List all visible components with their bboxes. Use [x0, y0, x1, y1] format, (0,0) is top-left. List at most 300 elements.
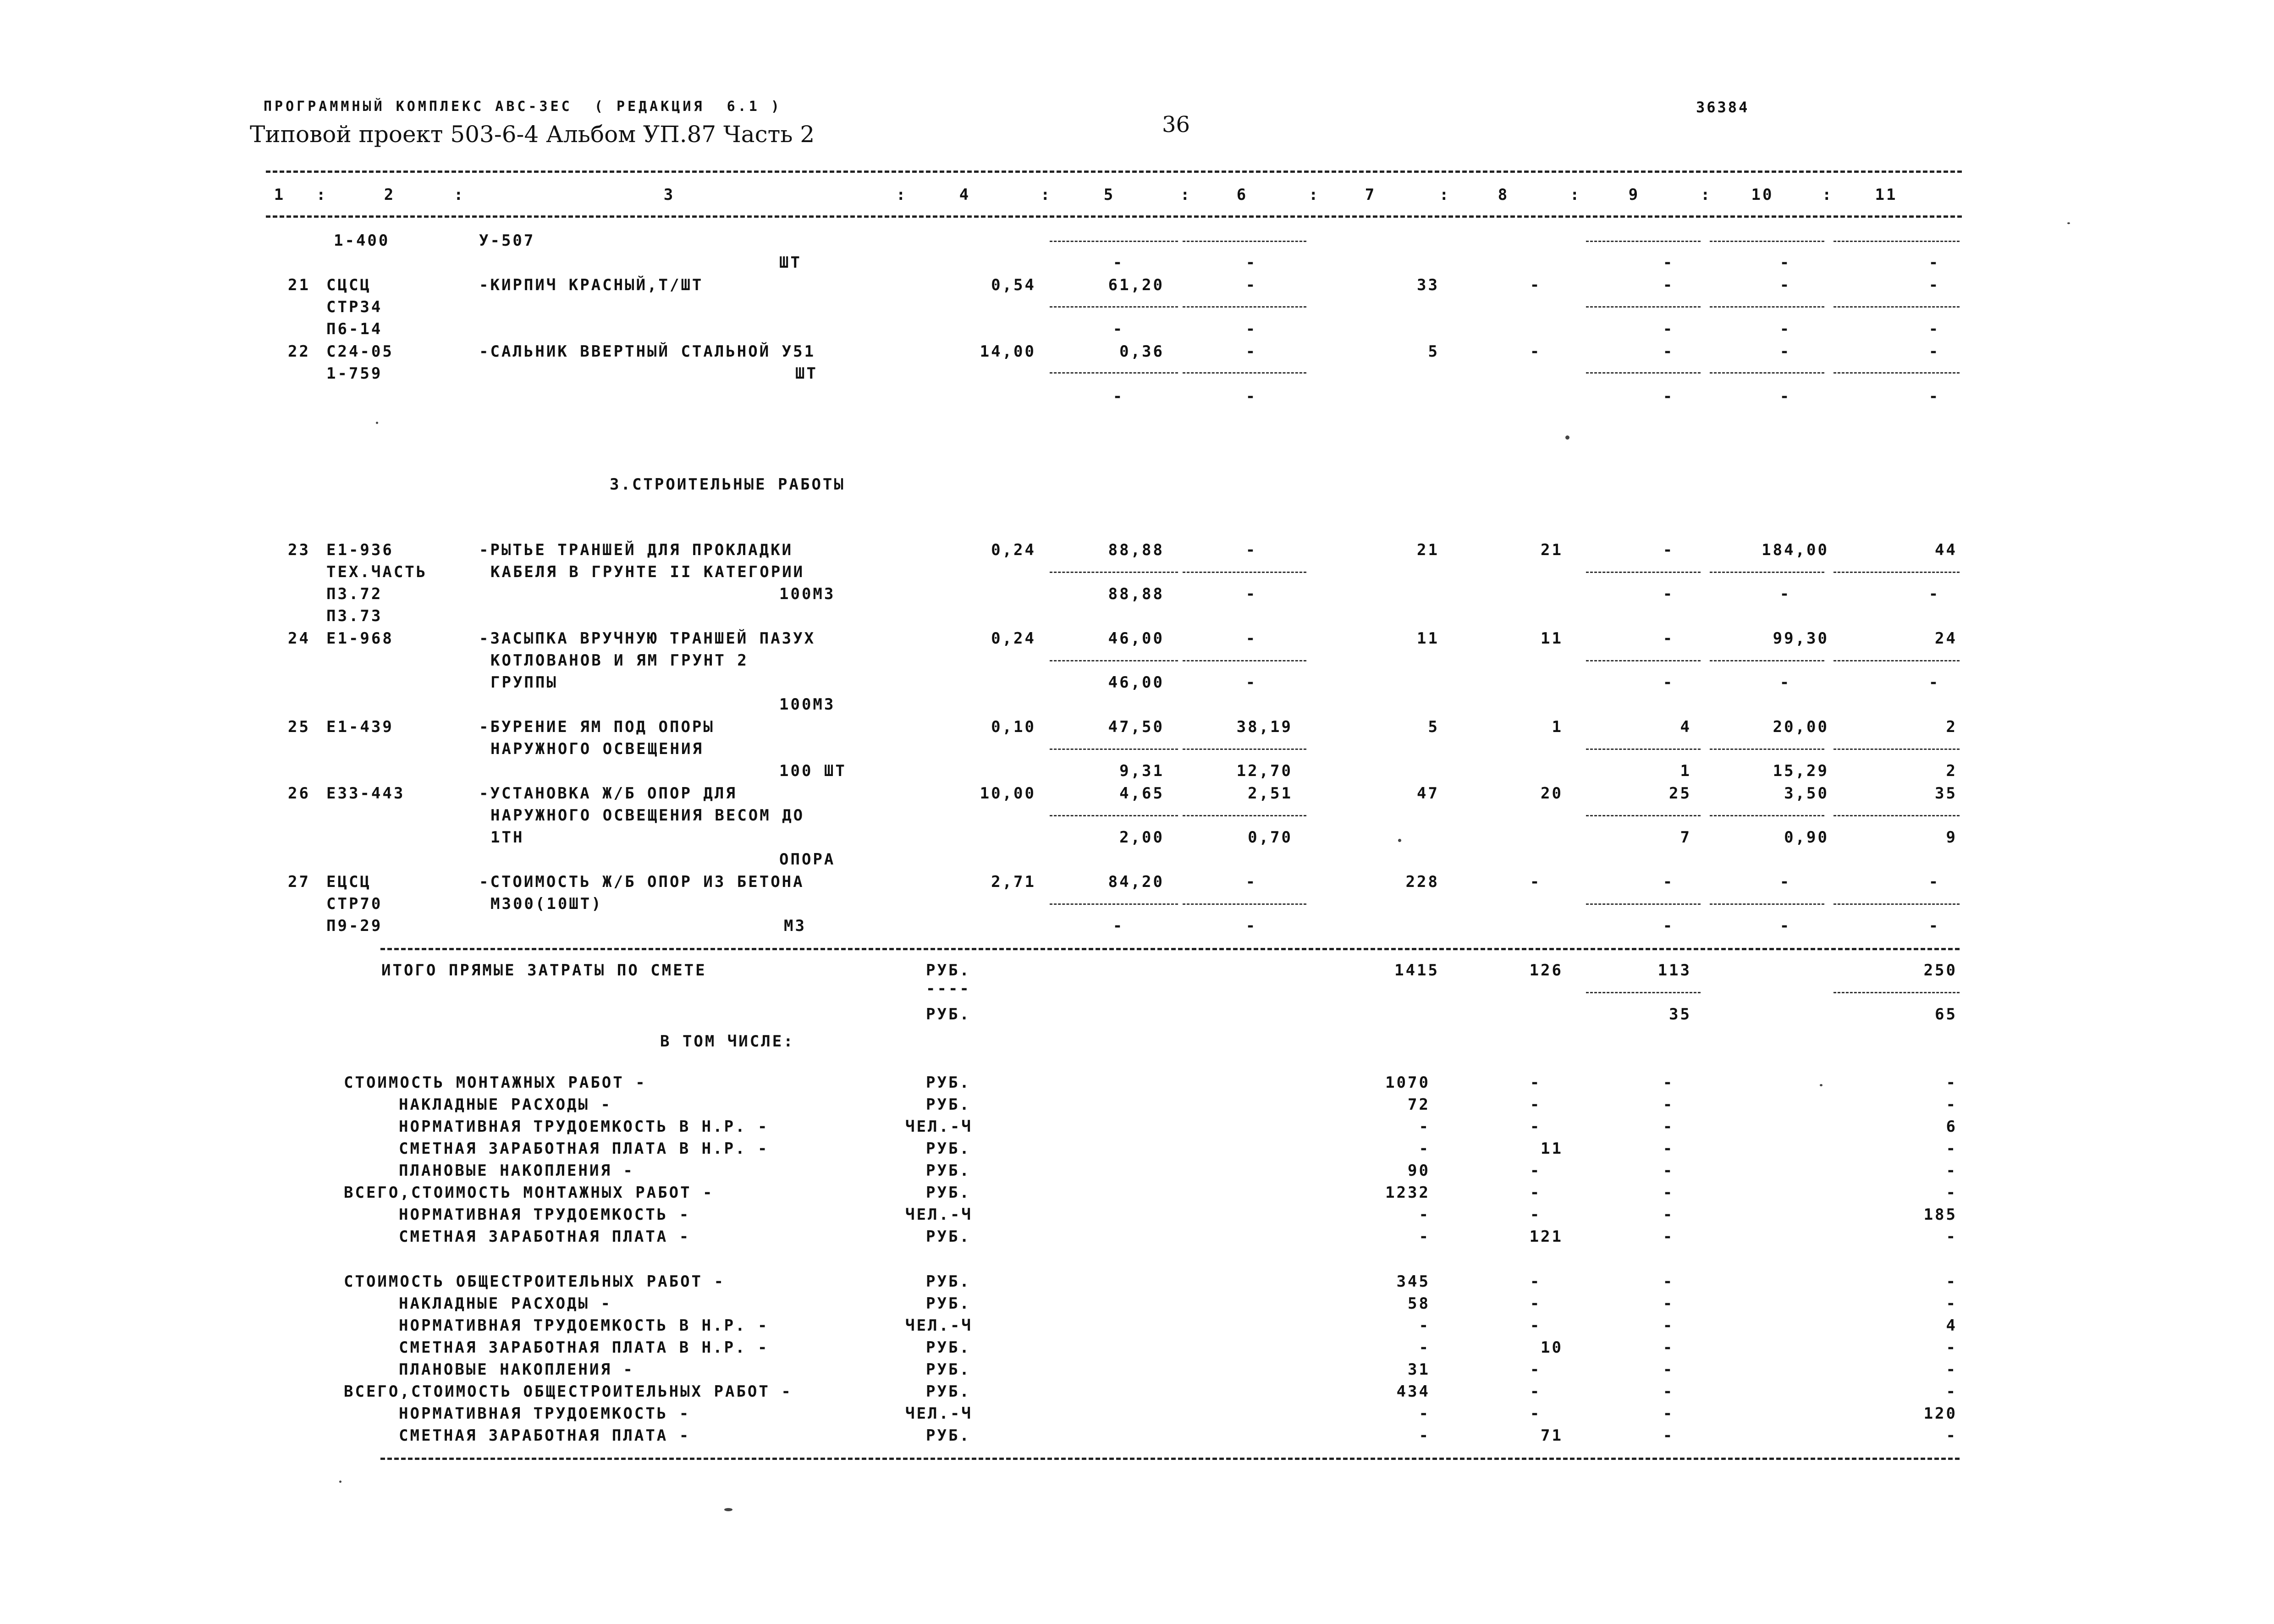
row-code: С24-05 — [326, 342, 394, 361]
cell-rule — [1710, 572, 1824, 573]
summary-col8: - — [1530, 1360, 1542, 1379]
col-header: 11 — [1875, 186, 1898, 204]
summary-col9: - — [1663, 1338, 1674, 1357]
summary-col7: 72 — [1408, 1096, 1430, 1114]
row-code: П3.72 — [326, 585, 383, 603]
totals-col9-sub: 35 — [1669, 1005, 1691, 1024]
summary-unit: РУБ. — [926, 1338, 971, 1357]
summary-label: ВСЕГО,СТОИМОСТЬ ОБЩЕСТРОИТЕЛЬНЫХ РАБОТ - — [344, 1382, 793, 1401]
col5-value: 47,50 — [1108, 718, 1164, 736]
row-description: М300(10ШТ) — [490, 895, 603, 913]
summary-col8: - — [1530, 1162, 1542, 1180]
row-description: -УСТАНОВКА Ж/Б ОПОР ДЛЯ — [479, 784, 737, 803]
cell-value: - — [1928, 387, 1940, 406]
row-code: ТЕХ.ЧАСТЬ — [326, 563, 428, 581]
col5-value: 84,20 — [1108, 873, 1164, 891]
col-separator: : — [454, 186, 465, 204]
summary-col7: - — [1419, 1338, 1430, 1357]
col5-sub-value: 88,88 — [1108, 585, 1164, 603]
col10-sub-value: - — [1779, 917, 1791, 935]
row-description: КАБЕЛЯ В ГРУНТЕ II КАТЕГОРИИ — [490, 563, 805, 581]
cell-value: - — [1663, 342, 1674, 361]
col9-sub-value: - — [1663, 585, 1674, 603]
col11-sub-value: - — [1928, 673, 1940, 692]
summary-col11: 6 — [1946, 1118, 1957, 1136]
col7-value: 47 — [1417, 784, 1439, 803]
cell-rule — [1183, 241, 1306, 242]
row-code: Е1-439 — [326, 718, 394, 736]
row-code: ЕЦСЦ — [326, 873, 371, 891]
col10-sub-value: - — [1779, 673, 1791, 692]
col-separator: : — [896, 186, 908, 204]
summary-col8: 11 — [1541, 1140, 1563, 1158]
col5-sub-value: 2,00 — [1119, 828, 1164, 847]
row-description: КОТЛОВАНОВ И ЯМ ГРУНТ 2 — [490, 651, 749, 670]
col-header: 2 — [384, 186, 396, 204]
cell-rule — [1834, 749, 1960, 750]
summary-col11: - — [1946, 1338, 1957, 1357]
row-unit: ОПОРА — [779, 850, 836, 869]
cell-value: - — [1928, 276, 1940, 294]
row-unit: 100М3 — [779, 585, 836, 603]
summary-col11: - — [1946, 1073, 1957, 1092]
col6-sub-value: - — [1245, 585, 1257, 603]
summary-col8: 121 — [1529, 1228, 1563, 1246]
summary-col9: - — [1663, 1096, 1674, 1114]
col10-sub-value: - — [1779, 585, 1791, 603]
col11-value: 2 — [1946, 718, 1957, 736]
summary-unit: РУБ. — [926, 1294, 971, 1313]
scan-speck — [376, 422, 378, 424]
project-title: Типовой проект 503-6-4 Альбом УП.87 Часть 2 — [250, 121, 815, 148]
col7-value: 21 — [1417, 541, 1439, 559]
col6-sub-value: - — [1245, 673, 1257, 692]
cell-rule — [1710, 749, 1824, 750]
col7-value: 228 — [1405, 873, 1439, 891]
cell-value: - — [1663, 276, 1674, 294]
totals-dashes: ---- — [926, 980, 971, 998]
totals-col11-sub: 65 — [1935, 1005, 1957, 1024]
summary-col7: - — [1419, 1118, 1430, 1136]
summary-unit: РУБ. — [926, 1382, 971, 1401]
col-separator: : — [1309, 186, 1320, 204]
row-description: 1ТН — [490, 828, 524, 847]
summary-col7: 1232 — [1385, 1184, 1430, 1202]
row-code: СТР34 — [326, 298, 383, 316]
summary-label: ПЛАНОВЫЕ НАКОПЛЕНИЯ - — [399, 1162, 634, 1180]
summary-col8: - — [1530, 1272, 1542, 1291]
col10-value: 3,50 — [1784, 784, 1829, 803]
col8-value: - — [1530, 873, 1542, 891]
col8-value: 20 — [1541, 784, 1563, 803]
cell-rule — [1586, 241, 1701, 242]
summary-col8: - — [1530, 1294, 1542, 1313]
cell-rule — [1183, 815, 1306, 816]
col8-value: - — [1530, 342, 1542, 361]
row-description: ГРУППЫ — [490, 673, 558, 692]
col6-sub-value: 12,70 — [1236, 762, 1293, 780]
summary-col7: - — [1419, 1316, 1430, 1335]
summary-col11: - — [1946, 1272, 1957, 1291]
col4-value: 0,24 — [991, 541, 1036, 559]
cell-rule — [1050, 815, 1178, 816]
col5-sub-value: 9,31 — [1119, 762, 1164, 780]
summary-col7: - — [1419, 1228, 1430, 1246]
col-header: 9 — [1628, 186, 1640, 204]
totals-unit: РУБ. — [926, 961, 971, 980]
summary-col11: - — [1946, 1360, 1957, 1379]
cell-rule — [1050, 660, 1178, 661]
col5-value: 88,88 — [1108, 541, 1164, 559]
header-bottom-rule — [266, 215, 1962, 218]
cell-rule — [1050, 372, 1178, 374]
table-bottom-rule — [380, 1458, 1960, 1460]
summary-label: СМЕТНАЯ ЗАРАБОТНАЯ ПЛАТА - — [399, 1228, 691, 1246]
summary-col9: - — [1663, 1316, 1674, 1335]
totals-col7: 1415 — [1394, 961, 1439, 980]
col4-value: 0,10 — [991, 718, 1036, 736]
summary-unit: РУБ. — [926, 1073, 971, 1092]
summary-col11: - — [1946, 1184, 1957, 1202]
cell-rule — [1586, 992, 1701, 993]
cell-rule — [1183, 372, 1306, 374]
summary-col8: 71 — [1541, 1426, 1563, 1445]
summary-col11: 120 — [1923, 1404, 1957, 1423]
col7-value: 5 — [1428, 342, 1439, 361]
col11-value: 24 — [1935, 629, 1957, 648]
col-header: 10 — [1751, 186, 1774, 204]
summary-col9: - — [1663, 1140, 1674, 1158]
cell-value: - — [1779, 387, 1791, 406]
cell-rule — [1834, 572, 1960, 573]
row-unit: ШТ — [795, 364, 818, 383]
summary-unit: ЧЕЛ.-Ч — [905, 1206, 973, 1224]
summary-col7: 58 — [1408, 1294, 1430, 1313]
row-code: Е1-968 — [326, 629, 394, 648]
col6-sub-value: - — [1245, 917, 1257, 935]
row-code: П9-29 — [326, 917, 383, 935]
summary-col8: 10 — [1541, 1338, 1563, 1357]
cell-rule — [1183, 572, 1306, 573]
col5-sub-value: - — [1112, 917, 1124, 935]
row-code: П6-14 — [326, 320, 383, 338]
col10-value: 184,00 — [1762, 541, 1829, 559]
scan-speck — [339, 1481, 341, 1483]
cell-value: - — [1779, 253, 1791, 272]
col6-value: - — [1245, 541, 1257, 559]
row-code: П3.73 — [326, 607, 383, 625]
summary-label: ВСЕГО,СТОИМОСТЬ МОНТАЖНЫХ РАБОТ - — [344, 1184, 714, 1202]
summary-unit: РУБ. — [926, 1162, 971, 1180]
col4-value: 0,54 — [991, 276, 1036, 294]
totals-col8: 126 — [1529, 961, 1563, 980]
summary-col9: - — [1663, 1360, 1674, 1379]
totals-top-rule — [380, 948, 1960, 950]
summary-col7: 345 — [1396, 1272, 1430, 1291]
cell-rule — [1050, 749, 1178, 750]
summary-col8: - — [1530, 1096, 1542, 1114]
col5-value: 0,36 — [1119, 342, 1164, 361]
cell-rule — [1834, 306, 1960, 308]
col8-value: 11 — [1541, 629, 1563, 648]
col-separator: : — [1701, 186, 1712, 204]
col9-value: - — [1663, 629, 1674, 648]
summary-col11: - — [1946, 1162, 1957, 1180]
summary-unit: РУБ. — [926, 1140, 971, 1158]
summary-unit: РУБ. — [926, 1426, 971, 1445]
cell-rule — [1183, 749, 1306, 750]
col6-value: 2,51 — [1248, 784, 1293, 803]
cell-rule — [1710, 815, 1824, 816]
summary-col7: - — [1419, 1426, 1430, 1445]
col-separator: : — [1570, 186, 1581, 204]
summary-label: НОРМАТИВНАЯ ТРУДОЕМКОСТЬ - — [399, 1404, 691, 1423]
col-separator: : — [1041, 186, 1052, 204]
summary-unit: ЧЕЛ.-Ч — [905, 1316, 973, 1335]
cell-rule — [1834, 815, 1960, 816]
totals-unit: РУБ. — [926, 1005, 971, 1024]
cell-rule — [1834, 660, 1960, 661]
summary-col8: - — [1530, 1316, 1542, 1335]
col8-value: 21 — [1541, 541, 1563, 559]
col6-sub-value: - — [1245, 387, 1257, 406]
col9-value: - — [1663, 873, 1674, 891]
row-number: 26 — [288, 784, 310, 803]
summary-col9: - — [1663, 1118, 1674, 1136]
summary-col8: - — [1530, 1073, 1542, 1092]
col4-value: 10,00 — [980, 784, 1036, 803]
cell-value: - — [1779, 320, 1791, 338]
cell-value: - — [1245, 253, 1257, 272]
cell-rule — [1834, 903, 1960, 905]
summary-col8: - — [1530, 1382, 1542, 1401]
summary-col11: - — [1946, 1294, 1957, 1313]
row-description: НАРУЖНОГО ОСВЕЩЕНИЯ ВЕСОМ ДО — [490, 806, 805, 825]
col-header: 1 — [274, 186, 286, 204]
cell-rule — [1834, 992, 1960, 993]
col5-sub-value: - — [1112, 387, 1124, 406]
cell-rule — [1586, 749, 1701, 750]
cell-value: - — [1928, 342, 1940, 361]
summary-unit: РУБ. — [926, 1096, 971, 1114]
row-description: У-507 — [479, 231, 535, 250]
col-separator: : — [316, 186, 328, 204]
summary-col9: - — [1663, 1404, 1674, 1423]
cell-rule — [1710, 903, 1824, 905]
col5-value: 4,65 — [1119, 784, 1164, 803]
summary-unit: РУБ. — [926, 1360, 971, 1379]
row-description: -БУРЕНИЕ ЯМ ПОД ОПОРЫ — [479, 718, 715, 736]
summary-unit: ЧЕЛ.-Ч — [905, 1404, 973, 1423]
row-description: -КИРПИЧ КРАСНЫЙ,Т/ШТ — [479, 276, 704, 294]
cell-rule — [1586, 815, 1701, 816]
cell-value: - — [1779, 342, 1791, 361]
cell-rule — [1586, 306, 1701, 308]
summary-label: СТОИМОСТЬ МОНТАЖНЫХ РАБОТ - — [344, 1073, 647, 1092]
scan-speck — [724, 1508, 732, 1511]
summary-label: СТОИМОСТЬ ОБЩЕСТРОИТЕЛЬНЫХ РАБОТ - — [344, 1272, 725, 1291]
totals-col11: 250 — [1923, 961, 1957, 980]
row-number: 25 — [288, 718, 310, 736]
col4-value: 0,24 — [991, 629, 1036, 648]
row-code: 1-759 — [326, 364, 383, 383]
cell-value: - — [1663, 253, 1674, 272]
summary-label: СМЕТНАЯ ЗАРАБОТНАЯ ПЛАТА В Н.Р. - — [399, 1338, 769, 1357]
cell-rule — [1710, 306, 1824, 308]
summary-unit: РУБ. — [926, 1228, 971, 1246]
summary-label: НАКЛАДНЫЕ РАСХОДЫ - — [399, 1294, 612, 1313]
summary-col11: - — [1946, 1140, 1957, 1158]
cell-value: - — [1663, 320, 1674, 338]
col4-value: 2,71 — [991, 873, 1036, 891]
col6-value: - — [1245, 342, 1257, 361]
cell-rule — [1586, 572, 1701, 573]
col11-value: - — [1928, 873, 1940, 891]
summary-label: СМЕТНАЯ ЗАРАБОТНАЯ ПЛАТА В Н.Р. - — [399, 1140, 769, 1158]
col-header: 8 — [1498, 186, 1509, 204]
col-header: 3 — [663, 186, 675, 204]
summary-col11: - — [1946, 1228, 1957, 1246]
document-code: 36384 — [1696, 99, 1750, 116]
summary-col11: - — [1946, 1382, 1957, 1401]
col8-value: 1 — [1552, 718, 1563, 736]
row-unit: ШТ — [779, 253, 802, 272]
summary-col9: - — [1663, 1228, 1674, 1246]
summary-col9: - — [1663, 1382, 1674, 1401]
cell-rule — [1710, 660, 1824, 661]
row-description: -САЛЬНИК ВВЕРТНЫЙ СТАЛЬНОЙ У51 — [479, 342, 816, 361]
cell-value: - — [1928, 253, 1940, 272]
col9-sub-value: - — [1663, 673, 1674, 692]
summary-col8: - — [1530, 1118, 1542, 1136]
col10-value: - — [1779, 873, 1791, 891]
cell-rule — [1183, 660, 1306, 661]
row-number: 27 — [288, 873, 310, 891]
summary-col7: - — [1419, 1140, 1430, 1158]
summary-col9: - — [1663, 1206, 1674, 1224]
col11-sub-value: 9 — [1946, 828, 1957, 847]
cell-value: - — [1779, 276, 1791, 294]
col-separator: : — [1822, 186, 1834, 204]
col9-value: 25 — [1669, 784, 1691, 803]
cell-rule — [1586, 372, 1701, 374]
row-description: -РЫТЬЕ ТРАНШЕЙ ДЛЯ ПРОКЛАДКИ — [479, 541, 793, 559]
cell-rule — [1710, 241, 1824, 242]
summary-col11: 4 — [1946, 1316, 1957, 1335]
summary-label: ПЛАНОВЫЕ НАКОПЛЕНИЯ - — [399, 1360, 634, 1379]
summary-col9: - — [1663, 1162, 1674, 1180]
cell-rule — [1050, 241, 1178, 242]
col9-sub-value: 1 — [1680, 762, 1691, 780]
page-number: 36 — [1162, 112, 1190, 138]
row-number: 23 — [288, 541, 310, 559]
summary-label: НОРМАТИВНАЯ ТРУДОЕМКОСТЬ В Н.Р. - — [399, 1316, 769, 1335]
scan-speck — [1565, 435, 1569, 440]
cell-rule — [1834, 372, 1960, 374]
col7-value: 11 — [1417, 629, 1439, 648]
cell-rule — [1050, 306, 1178, 308]
col9-sub-value: - — [1663, 917, 1674, 935]
row-code: Е1-936 — [326, 541, 394, 559]
row-number: 21 — [288, 276, 310, 294]
summary-col9: - — [1663, 1294, 1674, 1313]
summary-col9: - — [1663, 1073, 1674, 1092]
col11-sub-value: - — [1928, 917, 1940, 935]
summary-label: НАКЛАДНЫЕ РАСХОДЫ - — [399, 1096, 612, 1114]
summary-col9: - — [1663, 1426, 1674, 1445]
scan-speck — [1820, 1084, 1823, 1086]
cell-value: - — [1663, 387, 1674, 406]
col-separator: : — [1439, 186, 1451, 204]
summary-label: НОРМАТИВНАЯ ТРУДОЕМКОСТЬ В Н.Р. - — [399, 1118, 769, 1136]
totals-label: ИТОГО ПРЯМЫЕ ЗАТРАТЫ ПО СМЕТЕ — [381, 961, 707, 980]
cell-rule — [1710, 372, 1824, 374]
cell-rule — [1183, 306, 1306, 308]
col6-sub-value: - — [1245, 320, 1257, 338]
col9-sub-value: 7 — [1680, 828, 1691, 847]
cell-rule — [1050, 572, 1178, 573]
col5-value: 46,00 — [1108, 629, 1164, 648]
col10-value: 20,00 — [1773, 718, 1829, 736]
col10-value: 99,30 — [1773, 629, 1829, 648]
summary-col9: - — [1663, 1272, 1674, 1291]
row-unit: М3 — [784, 917, 806, 935]
row-unit: 100М3 — [779, 695, 836, 714]
totals-col9: 113 — [1657, 961, 1691, 980]
summary-col11: 185 — [1923, 1206, 1957, 1224]
summary-col8: - — [1530, 1206, 1542, 1224]
col6-sub-value: 0,70 — [1248, 828, 1293, 847]
cell-rule — [1050, 903, 1178, 905]
col6-value: - — [1245, 276, 1257, 294]
row-code: 1-400 — [334, 231, 390, 250]
col11-sub-value: 2 — [1946, 762, 1957, 780]
col11-sub-value: - — [1928, 585, 1940, 603]
cell-rule — [1183, 903, 1306, 905]
col6-value: - — [1245, 873, 1257, 891]
row-description: -ЗАСЫПКА ВРУЧНУЮ ТРАНШЕЙ ПАЗУХ — [479, 629, 816, 648]
cell-rule — [1834, 241, 1960, 242]
row-number: 24 — [288, 629, 310, 648]
scan-speck — [1398, 839, 1401, 842]
including-title: В ТОМ ЧИСЛЕ: — [660, 1032, 795, 1051]
summary-unit: РУБ. — [926, 1184, 971, 1202]
col11-value: 44 — [1935, 541, 1957, 559]
summary-col8: - — [1530, 1184, 1542, 1202]
summary-unit: РУБ. — [926, 1272, 971, 1291]
col8-value: - — [1530, 276, 1542, 294]
summary-col7: - — [1419, 1206, 1430, 1224]
col9-value: 4 — [1680, 718, 1691, 736]
col6-value: - — [1245, 629, 1257, 648]
col5-sub-value: 46,00 — [1108, 673, 1164, 692]
summary-col11: - — [1946, 1426, 1957, 1445]
col10-sub-value: 0,90 — [1784, 828, 1829, 847]
cell-value: - — [1928, 320, 1940, 338]
row-unit: 100 ШТ — [779, 762, 847, 780]
section-title: 3.СТРОИТЕЛЬНЫЕ РАБОТЫ — [610, 475, 845, 494]
row-code: СЦСЦ — [326, 276, 371, 294]
summary-col9: - — [1663, 1184, 1674, 1202]
summary-label: НОРМАТИВНАЯ ТРУДОЕМКОСТЬ - — [399, 1206, 691, 1224]
summary-col7: 31 — [1408, 1360, 1430, 1379]
scan-speck — [2067, 222, 2070, 224]
col4-value: 14,00 — [980, 342, 1036, 361]
summary-col11: - — [1946, 1096, 1957, 1114]
col11-value: 35 — [1935, 784, 1957, 803]
col10-sub-value: 15,29 — [1773, 762, 1829, 780]
summary-col8: - — [1530, 1404, 1542, 1423]
